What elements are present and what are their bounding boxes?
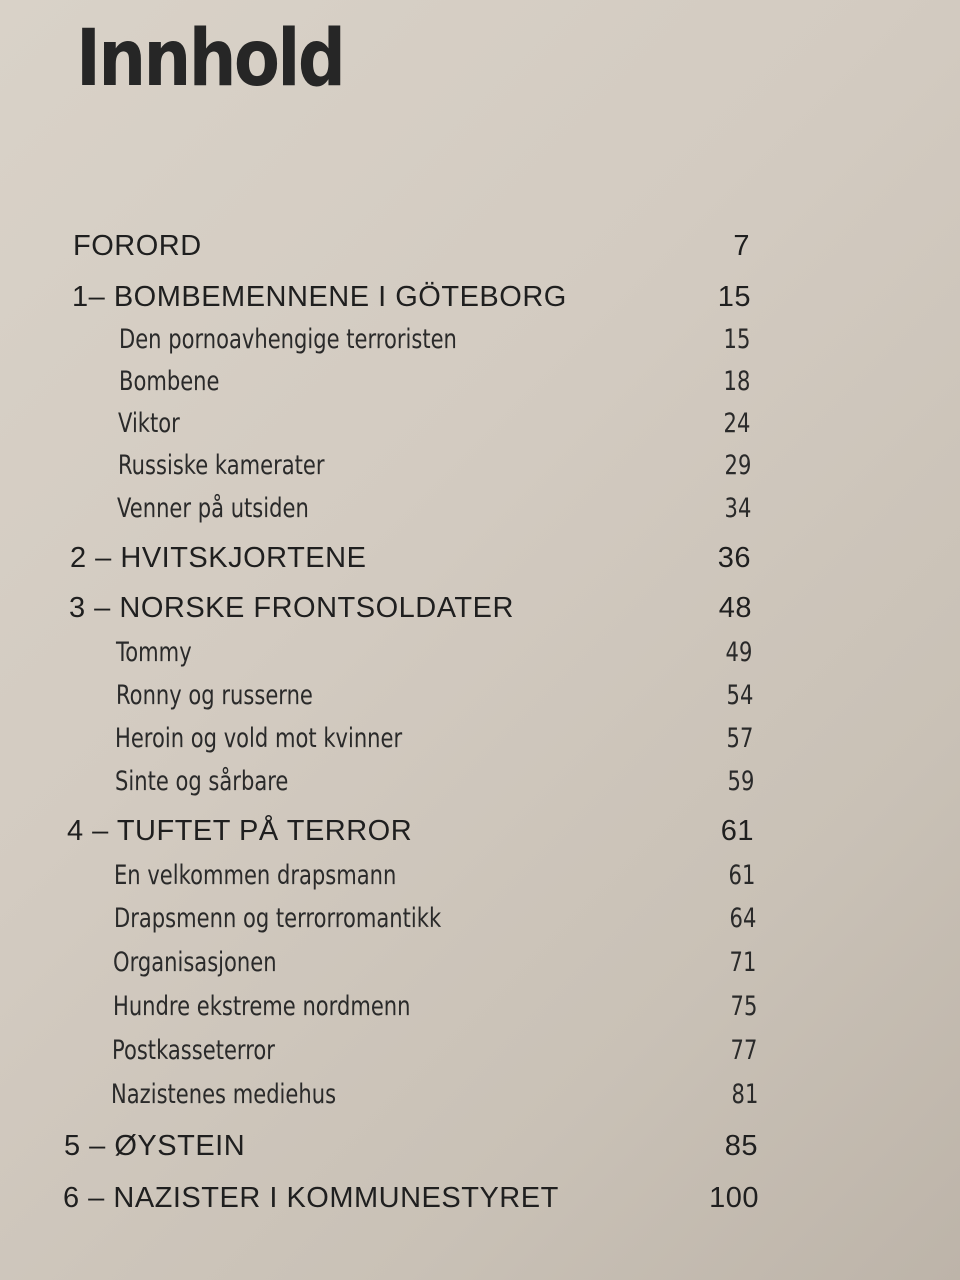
- toc-entry-page: 15: [717, 280, 751, 313]
- toc-entry-page: 85: [724, 1129, 758, 1162]
- toc-entry-page: 7: [733, 229, 750, 262]
- toc-entry-label: En velkommen drapsmann: [114, 859, 397, 891]
- toc-entry-label: Heroin og vold mot kvinner: [115, 722, 403, 754]
- toc-entry-section: [113, 942, 756, 982]
- toc-entry-label: Sinte og sårbare: [115, 765, 289, 797]
- toc-entry-label: Postkasseterror: [112, 1034, 275, 1066]
- toc-entry-page: 49: [725, 636, 752, 668]
- toc-entry-label: Nazistenes mediehus: [111, 1078, 337, 1110]
- toc-entry-section: [111, 1074, 758, 1114]
- toc-entry-section: [116, 632, 752, 672]
- toc-entry-page: 18: [723, 365, 750, 397]
- toc-entry-label: Hundre ekstreme nordmenn: [113, 990, 411, 1022]
- toc-entry-chapter: [67, 811, 754, 851]
- toc-entry-chapter: [63, 1178, 759, 1218]
- toc-entry-label: 1– BOMBEMENNENE I GÖTEBORG: [72, 280, 567, 313]
- toc-entry-label: Venner på utsiden: [117, 492, 309, 524]
- toc-entry-label: Russiske kamerater: [118, 449, 325, 481]
- toc-entry-label: Organisasjonen: [113, 946, 277, 978]
- toc-entry-page: 15: [723, 323, 750, 355]
- toc-entry-label: 5 – ØYSTEIN: [64, 1129, 246, 1162]
- toc-entry-label: 4 – TUFTET PÅ TERROR: [67, 814, 413, 847]
- toc-entry-chapter: [73, 226, 750, 266]
- toc-entry-label: Tommy: [116, 636, 192, 668]
- toc-entry-section: [116, 675, 753, 715]
- toc-entry-section: [119, 361, 750, 401]
- toc-entry-page: 77: [730, 1034, 757, 1066]
- toc-entry-section: [112, 1030, 757, 1070]
- toc-entry-label: 2 – HVITSKJORTENE: [70, 541, 367, 574]
- toc-entry-page: 57: [726, 722, 753, 754]
- toc-entry-section: [114, 855, 755, 895]
- toc-entry-chapter: [70, 538, 751, 578]
- toc-entry-chapter: [69, 588, 752, 628]
- toc-entry-label: Den pornoavhengige terroristen: [119, 323, 457, 355]
- toc-entry-section: [117, 488, 751, 528]
- toc-entry-label: 3 – NORSKE FRONTSOLDATER: [69, 591, 514, 624]
- toc-entry-page: 100: [709, 1181, 759, 1214]
- toc-entry-label: Ronny og russerne: [116, 679, 313, 711]
- toc-entry-section: [119, 319, 750, 359]
- toc-entry-page: 61: [728, 859, 755, 891]
- toc-entry-page: 64: [729, 902, 756, 934]
- toc-entry-label: Drapsmenn og terrorromantikk: [114, 902, 442, 934]
- toc-entry-page: 54: [726, 679, 753, 711]
- toc-entry-chapter: [72, 277, 751, 317]
- toc-entry-page: 24: [723, 407, 750, 439]
- page-title: Innhold: [76, 14, 344, 104]
- toc-entry-label: Viktor: [118, 407, 180, 439]
- toc-entry-label: 6 – NAZISTER I KOMMUNESTYRET: [63, 1181, 559, 1214]
- toc-entry-section: [115, 718, 753, 758]
- toc-entry-page: 36: [717, 541, 751, 574]
- toc-entry-section: [118, 445, 751, 485]
- toc-entry-section: [114, 898, 756, 938]
- toc-entry-page: 29: [724, 449, 751, 481]
- toc-entry-page: 71: [729, 946, 756, 978]
- toc-entry-page: 61: [720, 814, 754, 847]
- toc-entry-chapter: [64, 1126, 758, 1166]
- toc-entry-page: 59: [727, 765, 754, 797]
- toc-entry-section: [118, 403, 750, 443]
- toc-entry-page: 81: [731, 1078, 758, 1110]
- toc-entry-section: [115, 761, 754, 801]
- toc-entry-page: 48: [718, 591, 752, 624]
- toc-entry-page: 75: [730, 990, 757, 1022]
- toc-entry-label: Bombene: [119, 365, 220, 397]
- toc-entry-page: 34: [724, 492, 751, 524]
- toc-entry-section: [113, 986, 757, 1026]
- toc-entry-label: FORORD: [73, 229, 202, 262]
